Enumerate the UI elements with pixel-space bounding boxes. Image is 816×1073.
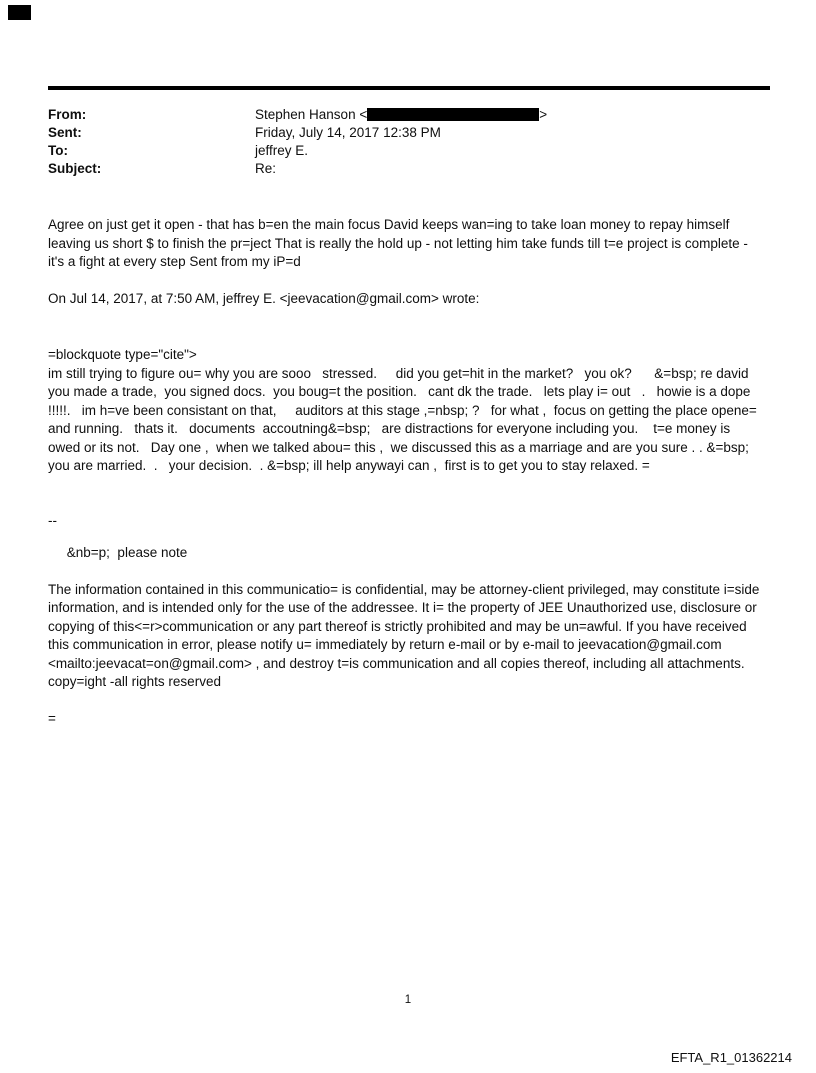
header-row-sent [48,124,768,142]
legal-disclaimer: The information contained in this communicatio= is confidential, may be attorney-client privileged, may constitute i=side information, and is intended only for the use of the addressee. It i= the property of JEE Unauthorized use, disclosure or copying of this<=r>communication or any part thereof is strictly prohibited and may be un=awful. If you have received this communication in error, please notify u= immediately by return e-mail or by e-mail to jeevacation@gmail.com <mailto:jeevacat=on@gmail.com> , and destroy t=is communication and all copies thereof, including all attachments. copy=ight -all rights reserved [48,581,764,689]
signature-separator: -- [48,512,57,528]
please-note-line: &nb=p; please note [48,545,188,560]
body-paragraph: On Jul 14, 2017, at 7:50 AM, jeffrey E. <jeevacation@gmail.com> wrote: [48,290,480,306]
from-label: From: [48,107,87,122]
from-value-suffix: > [539,107,548,122]
body-paragraph: Agree on just get it open - that has b=en the main focus David keeps wan=ing to take loan money to repay himself leaving us short $ to finish the pr=ject That is really the hold up - not letting him take funds till t=e project is complete - it's a fight at every step Sent from my iP=d [48,217,752,269]
from-value [255,106,547,124]
to-label: To: [48,143,68,158]
redaction-mark-top-left [8,5,31,20]
page-number: 1 [404,994,412,1006]
sent-label: Sent: [48,125,82,140]
quoted-blockquote-tag: =blockquote type="cite"> [48,347,197,362]
bates-number: EFTA_R1_01362214 [670,1050,792,1065]
redaction-bar-email [367,108,539,121]
header-divider [48,86,770,90]
header-row-from [48,106,768,124]
to-value: jeffrey E. [255,143,309,158]
subject-label: Subject: [48,161,102,176]
sent-value: Friday, July 14, 2017 12:38 PM [255,125,441,140]
email-body [48,216,762,728]
quoted-message-text: im still trying to figure ou= why you are sooo stressed. did you get=hit in the market? you ok? &=bsp; re david you made a trade, you signed docs. you boug=t the position. cant dk the trade. lets play i= out . howie is a dope !!!!!. im h=ve been consistant on that, auditors at this stage ,=nbsp; ? for what , focus on getting the place opene= and running. thats it. documents accoutning&=bsp; are distractions for everyone including you. t=e money is owed or its not. Day one , when we talked abou= this , we discussed this as a marriage and are you sure . . &=bsp; you are married. . your decision. . &=bsp; ill help anywayi can , first is to get you to stay relaxed. = [48,365,761,473]
header-row-to [48,142,768,160]
email-header [48,106,768,178]
subject-value: Re: [255,161,277,176]
from-value-prefix: Stephen Hanson < [255,107,368,122]
header-row-subject [48,160,768,178]
trailing-equals: = [48,710,56,726]
